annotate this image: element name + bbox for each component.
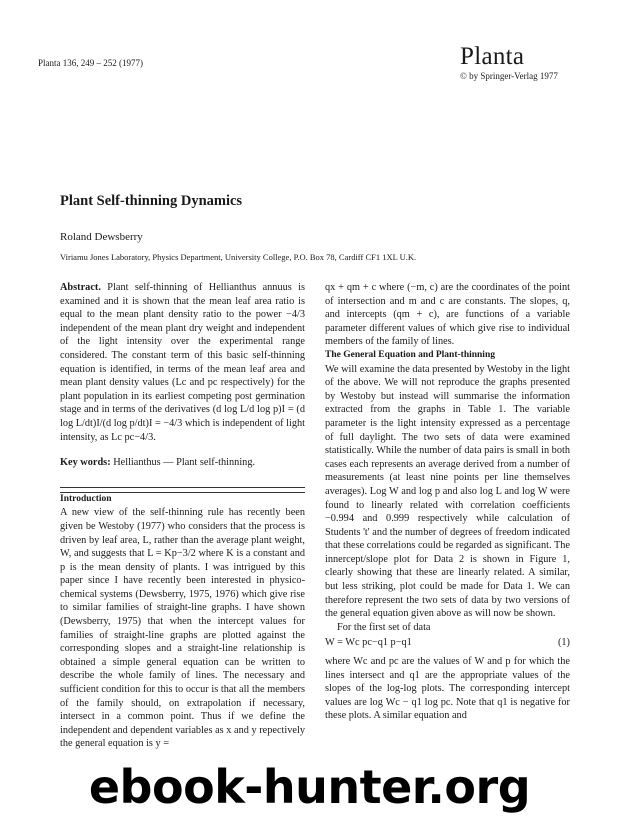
body-paragraph-1: We will examine the data presented by Westoby in the light of the above. We will not reproduce the graphs presented by Westoby but instead will summarise the information extracted from the graphs in Table 1. The variable parameter is the light intensity expressed as a percentage of full daylight. The two sets of data were examined statistically. While the number of data pairs is small in both cases each represents an average derived from a number of measurements (at least nine points per line themselves averages). Log W and log p and also log L and log W were found to linearly related with correlation coefficients −0.994 and 0.999 respectively while calculation of Students 't' and the number of degrees of freedom indicated that these correlations could be regarded as significant. The innercept/slope plot for Data 2 is shown in Figure 1, clearly showing that these are linearly related. A similar, but less striking, plot could be made for Data 1. We can therefore represent the two sets of data by two versions of the general equation given above as will now be shown. bbox=[325, 363, 570, 620]
journal-brand bbox=[460, 44, 590, 81]
keywords-text: Hellianthus — Plant self-thinning. bbox=[113, 457, 256, 469]
journal-citation: Planta 136, 249 – 252 (1977) bbox=[38, 58, 143, 68]
abstract-label: Abstract. bbox=[60, 282, 101, 293]
watermark: ebook-hunter.org bbox=[88, 760, 531, 814]
left-column bbox=[60, 281, 305, 751]
copyright-line: © by Springer-Verlag 1977 bbox=[460, 71, 558, 81]
section-divider-top bbox=[60, 487, 305, 488]
abstract bbox=[60, 281, 305, 444]
introduction-text: A new view of the self-thinning rule has recently been given be Westoby (1977) who considers that the process is driven by leaf area, L, rather than the average plant weight, W, and suggests that L = Kp−3/2 where K is a constant and p is the mean density of plants. I was intrigued by this paper since I have recently been interested in physico-chemical systems (Dewsberry, 1975, 1976) which give rise to similar families of straight-line graphs. I have shown (Dewsberry, 1975) that when the intercept values for families of straight-line graphs are plotted against the corresponding slopes and a straight-line relationship is obtained a simple general equation can be written to describe the whole family of lines. The necessary and sufficient condition for this to occur is that all the members of the family should, on extrapolation if necessary, intersect in a common point. Thus if we define the independent and dependent variables as x and y repectively the general equation is y = bbox=[60, 507, 305, 750]
body-paragraph-2: For the first set of data bbox=[337, 621, 431, 633]
body-paragraph-3: where Wc and pc are the values of W and p for which the lines intersect and q1 are the appropriate values of the slopes of the log-log plots. The corresponding intercept values are log Wc − q1 log pc. Note that q1 is negative for these plots. A similar equation and bbox=[325, 656, 570, 722]
introduction-heading: Introduction bbox=[60, 493, 112, 504]
general-equation-heading: The General Equation and Plant-thinning bbox=[325, 349, 495, 360]
keywords bbox=[60, 456, 305, 470]
equation-1-formula: W = Wc pc−q1 p−q1 bbox=[325, 637, 412, 649]
equation-1-number: (1) bbox=[557, 637, 570, 649]
journal-logo: Planta bbox=[460, 43, 525, 70]
introduction-continuation: qx + qm + c where (−m, c) are the coordinates of the point of intersection and m and c are constants. The slopes, q, and intercepts (qm + c), are functions of a variable parameter different values of which give rise to individual members of the family of lines. bbox=[325, 282, 570, 348]
author-name: Roland Dewsberry bbox=[60, 231, 143, 243]
abstract-text: Plant self-thinning of Hellianthus annuus is examined and it is shown that the mean leaf area ratio is equal to the mean plant density ratio to the power −4/3 independent of the mean plant dry weight and independent of the light intensity over the experimental range considered. The constant term of this basic self-thinning equation is identified, in terms of the mean leaf area and mean plant density values (Lc and pc respectively) for the plant population in its earliest competing post germination stage and in terms of the derivatives (d log L/d log p)I = (d log L/dt)I/(d log p/dt)I = −4/3 which is independent of light intensity, as Lc pc−4/3. bbox=[60, 282, 306, 443]
right-column bbox=[325, 281, 570, 723]
keywords-label: Key words: bbox=[60, 457, 111, 469]
article-title: Plant Self-thinning Dynamics bbox=[60, 193, 243, 209]
equation-1 bbox=[325, 636, 570, 650]
author-affiliation: Viriamu Jones Laboratory, Physics Department, University College, P.O. Box 78, Cardiff CF1 1XL U.K. bbox=[60, 252, 417, 262]
